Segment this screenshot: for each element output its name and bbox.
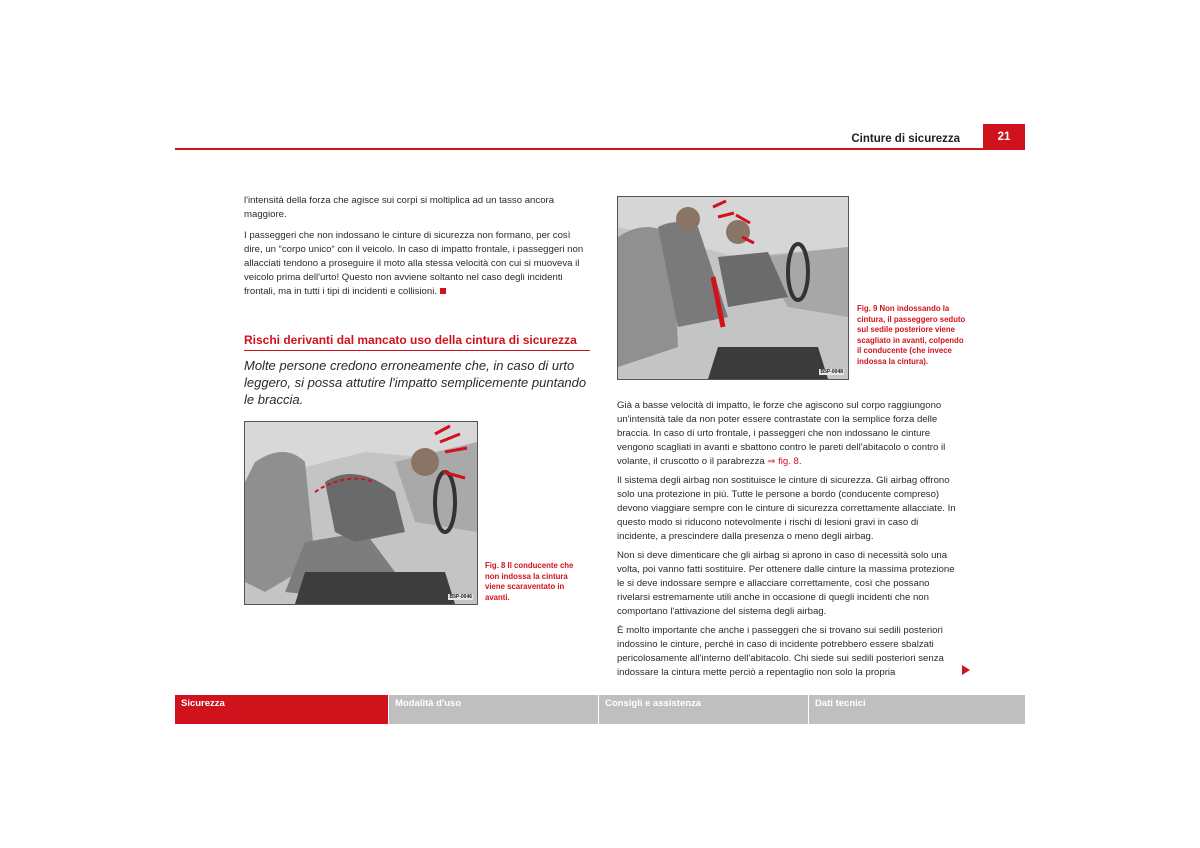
end-of-section-icon <box>440 288 446 294</box>
header-rule <box>175 148 1025 150</box>
figure-9-caption: Fig. 9 Non indossando la cintura, il passeggero seduto sul sedile posteriore viene scagliato in avanti, colpendo il conducente (che invece indossa la cintura). <box>857 304 966 366</box>
intro-paragraph: Molte persone credono erroneamente che, in caso di urto leggero, si possa attutire l'impatto semplicemente puntando le braccia. <box>244 358 587 407</box>
figure-9-image <box>617 196 849 380</box>
figure-8-link[interactable]: ⇒ fig. 8 <box>767 456 799 467</box>
paragraph <box>244 229 590 299</box>
tab-dati-tecnici[interactable]: Dati tecnici <box>809 695 1025 724</box>
paragraph <box>617 399 961 469</box>
tab-modalita-duso[interactable]: Modalità d'uso <box>389 695 598 724</box>
page-number: 21 <box>983 124 1025 150</box>
paragraph-end: . <box>798 456 802 467</box>
tab-consigli-e-assistenza[interactable]: Consigli e assistenza <box>599 695 808 724</box>
paragraph: l'intensità della forza che agisce sui corpi si moltiplica ad un tasso ancora maggiore. <box>244 195 555 220</box>
section-heading: Rischi derivanti dal mancato uso della cintura di sicurezza <box>244 333 590 351</box>
figure-code: B5P-0048 <box>820 369 843 375</box>
figure-8-image <box>244 421 478 605</box>
paragraph: Il sistema degli airbag non sostituisce le cinture di sicurezza. Gli airbag offrono solo una protezione in più. Tutte le persone a bordo (conducente compreso) devono viaggiare sempre con le cinture di sicurezza correttamente allacciate. In questo modo si riducono notevolmente i rischi di lesioni gravi in caso di incidente, a prescindere dalla presenza o meno degli airbag. <box>617 475 956 542</box>
paragraph-text: I passeggeri che non indossano le cinture di sicurezza non formano, per così dire, un “corpo unico“ con il veicolo. In caso di impatto frontale, i passeggeri non allacciati tendono a proseguire il moto alla stessa velocità con cui si muoveva il veicolo prima dell'urto! Questo non avviene soltanto nel caso degli incidenti frontali, ma in tutti i tipi di incidenti e collisioni. <box>244 230 584 297</box>
paragraph: È molto importante che anche i passeggeri che si trovano sui sedili posteriori indossino le cinture, perché in caso di incidente potrebbero essere sbalzati pericolosamente all'interno dell'abitacolo. Chi siede sui sedili posteriori senza indossare la cintura mette perciò a repentaglio non solo la propria <box>617 625 944 678</box>
figure-8-caption: Fig. 8 Il conducente che non indossa la cintura viene scaraventato in avanti. <box>485 561 574 602</box>
tab-sicurezza[interactable]: Sicurezza <box>175 695 388 724</box>
next-page-arrow-icon[interactable] <box>962 665 970 675</box>
paragraph-text: Già a basse velocità di impatto, le forze che agiscono sul corpo raggiungono un'intensità tale da non poter essere contrastate con la semplice forza delle braccia. In caso di urto frontale, i passeggeri che non indossano le cinture vengono scagliati in avanti e sbattono contro le pareti dell'abitacolo o contro il volante, il cruscotto o il parabrezza <box>617 400 946 467</box>
paragraph: Non si deve dimenticare che gli airbag si aprono in caso di necessità solo una volta, poi vanno fatti sostituire. Per ottenere dalle cinture la massima protezione le si deve indossare sempre e allacciare correttamente, così che possano rivelarsi estremamente utili anche in occasione di quegli incidenti che non comportano l'attivazione del sistema degli airbag. <box>617 550 955 617</box>
running-header-title: Cinture di sicurezza <box>851 133 960 145</box>
figure-code: B5P-0046 <box>449 594 472 600</box>
